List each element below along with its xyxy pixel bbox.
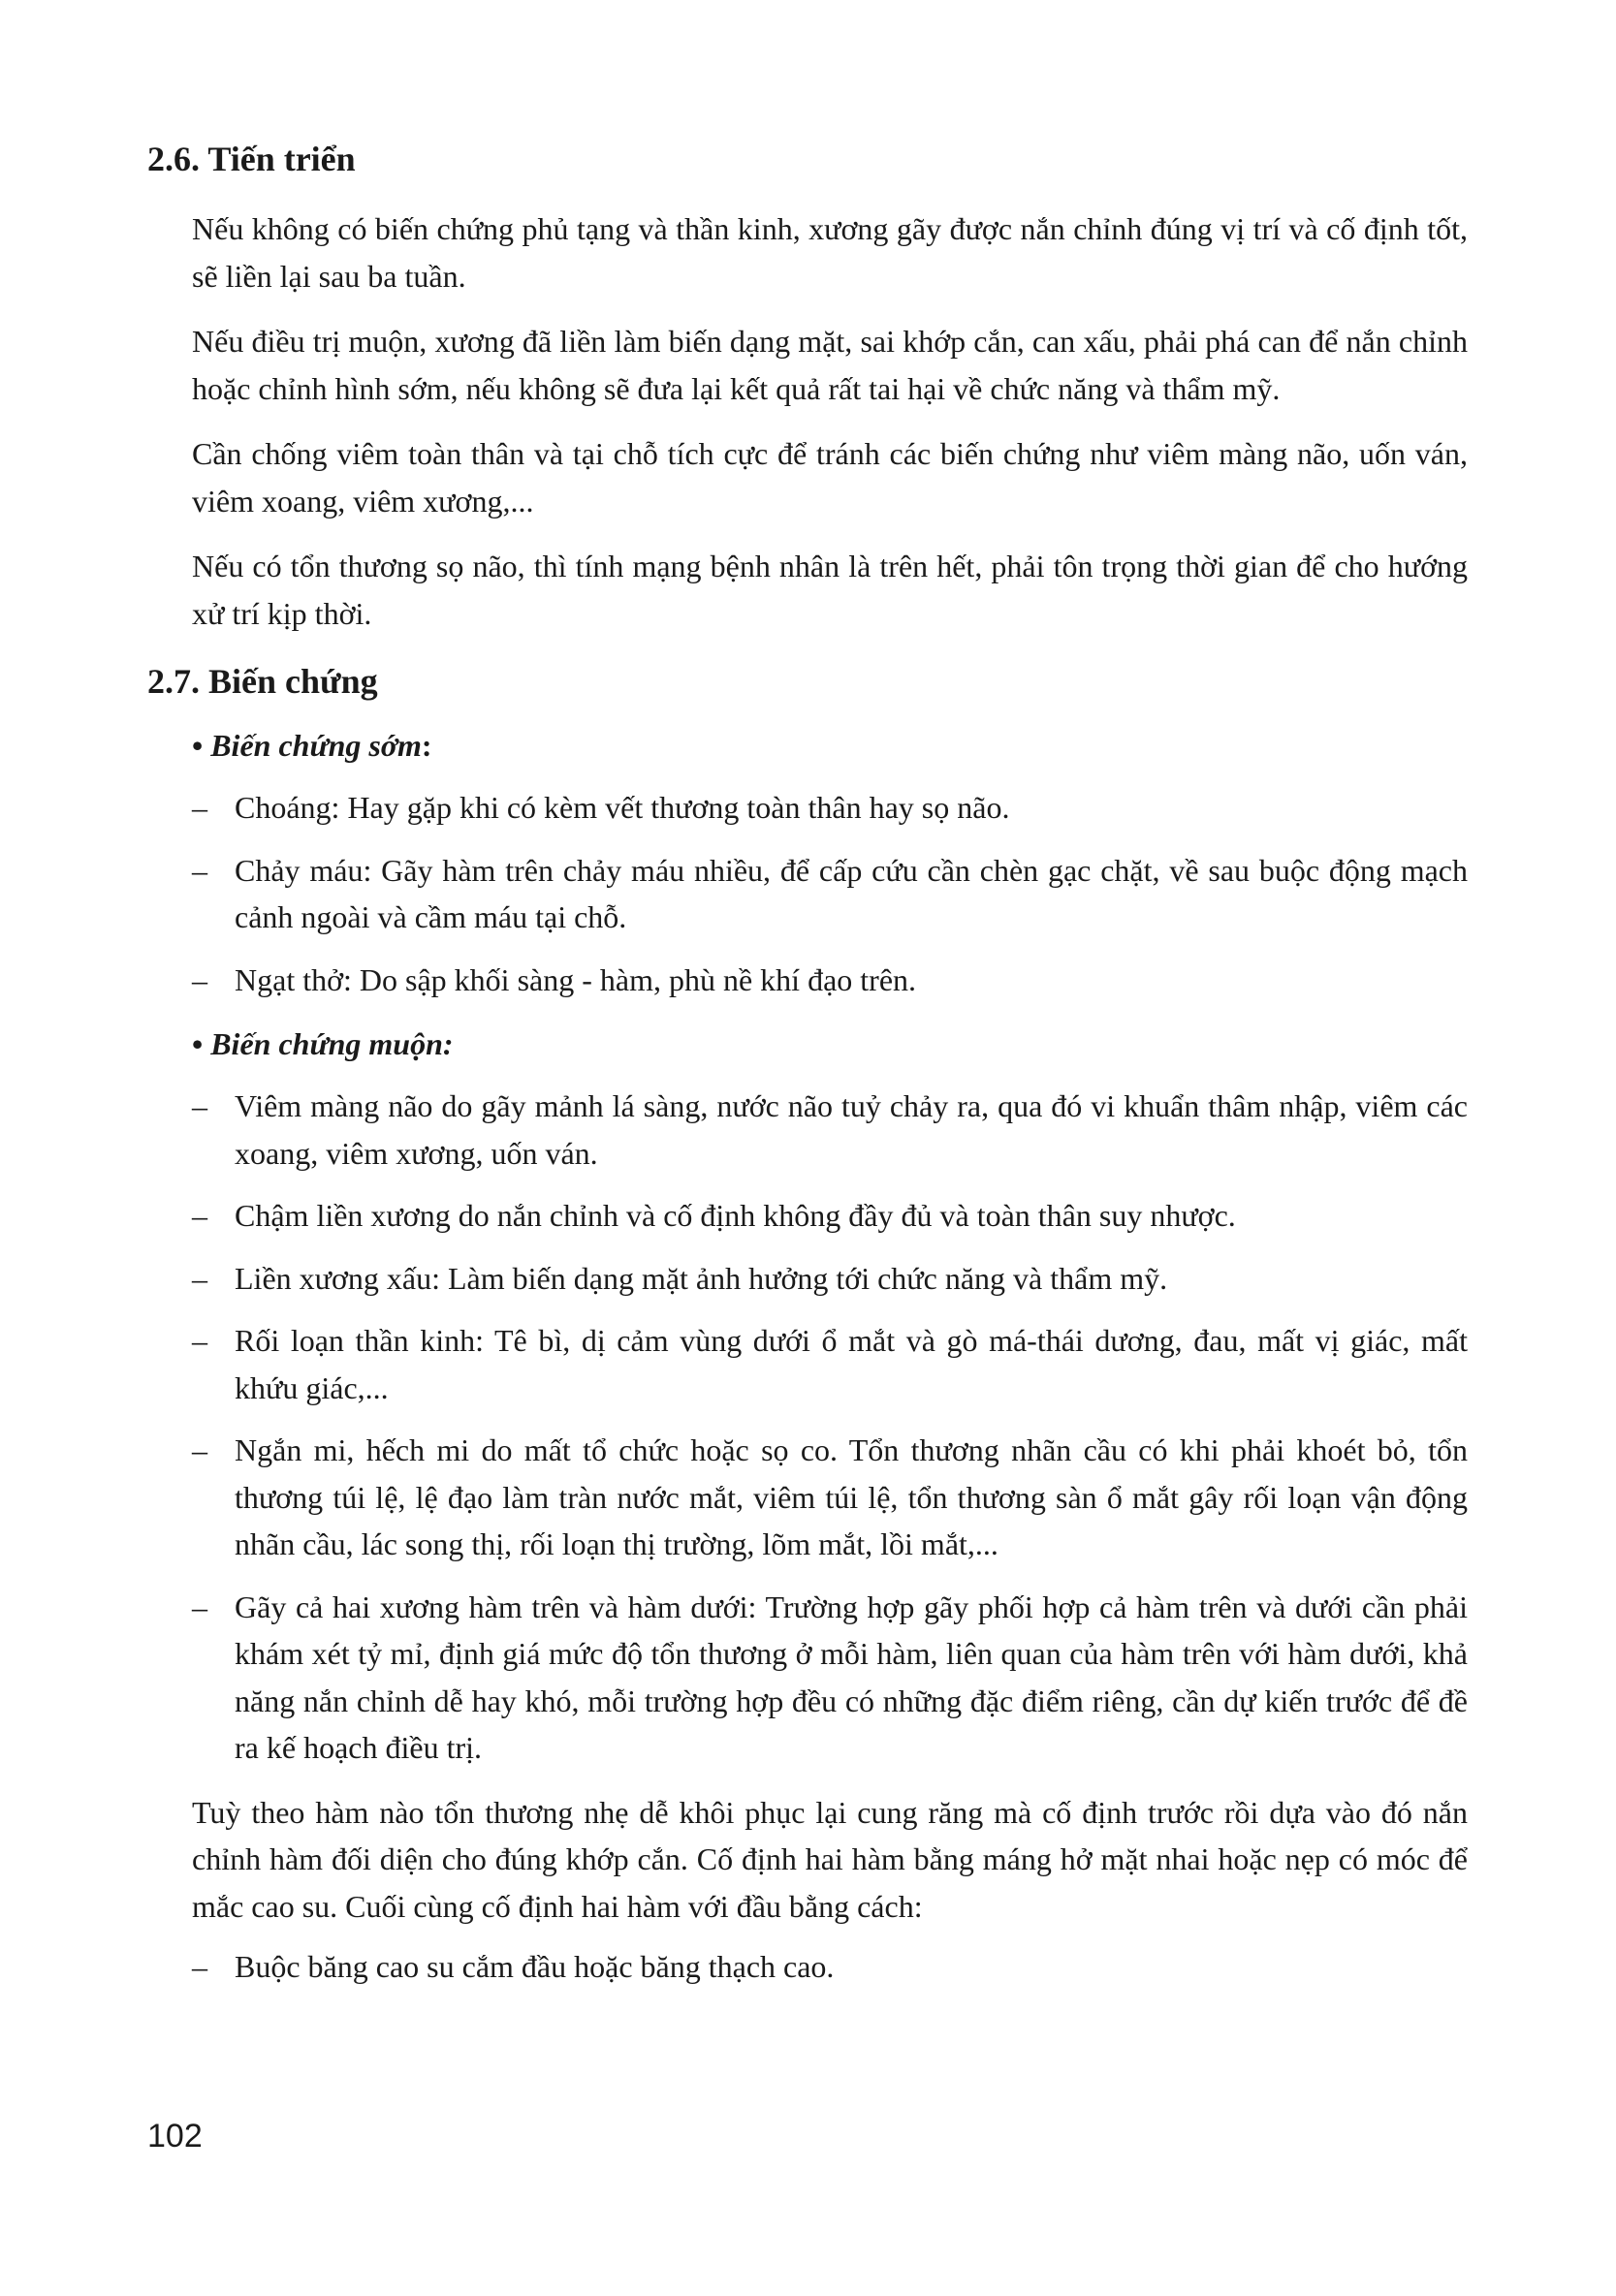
dash-mark: – [192, 1088, 207, 1123]
list-item [147, 1943, 1468, 1991]
list-item-text: Buộc băng cao su cắm đầu hoặc băng thạch cao. [235, 1949, 835, 1984]
section-heading-progress: 2.6. Tiến triển [147, 140, 356, 178]
list-item [147, 1083, 1468, 1177]
bullet-mark: • [192, 728, 204, 763]
closing-list [147, 1943, 1468, 1991]
page-number: 102 [147, 2118, 203, 2154]
paragraph: Tuỳ theo hàm nào tổn thương nhẹ dễ khôi phục lại cung răng mà cố định trước rồi dựa vào đó nắn chỉnh hàm đối diện cho đúng khớp cắn. Cố định hai hàm bằng máng hở mặt nhai hoặc nẹp có móc để mắc cao su. Cuối cùng cố định hai hàm với đầu bằng cách: [192, 1794, 1468, 1924]
dash-mark: – [192, 790, 207, 825]
list-item [147, 957, 1468, 1004]
list-item [147, 784, 1468, 832]
dash-mark: – [192, 1588, 207, 1624]
subheading-colon: : [421, 728, 432, 763]
paragraph: Nếu điều trị muộn, xương đã liền làm biến dạng mặt, sai khớp cắn, can xấu, phải phá can để nắn chỉnh hoặc chỉnh hình sớm, nếu không sẽ đưa lại kết quả rất tai hại về chức năng và thẩm mỹ. [192, 324, 1468, 406]
list-item-text: Liền xương xấu: Làm biến dạng mặt ảnh hưởng tới chức năng và thẩm mỹ. [235, 1260, 1168, 1296]
subheading-early-complications [147, 722, 1468, 769]
section-heading-complications: 2.7. Biến chứng [147, 662, 378, 701]
list-item-text: Choáng: Hay gặp khi có kèm vết thương toàn thân hay sọ não. [235, 790, 1010, 825]
page-content [147, 136, 1468, 1991]
dash-mark: – [192, 1260, 207, 1296]
dash-mark: – [192, 961, 207, 997]
list-item-text: Gãy cả hai xương hàm trên và hàm dưới: Trường hợp gãy phối hợp cả hàm trên và dưới cần phải khám xét tỷ mỉ, định giá mức độ tổn thương ở mỗi hàm, liên quan của hàm trên với hàm dưới, khả năng nắn chỉnh dễ hay khó, mỗi trường hợp đều có những đặc điểm riêng, cần dự kiến trước để đề ra kế hoạch điều trị. [235, 1588, 1468, 1765]
list-item-text: Rối loạn thần kinh: Tê bì, dị cảm vùng dưới ổ mắt và gò má-thái dương, đau, mất vị giác, mất khứu giác,... [235, 1323, 1468, 1405]
late-complications-list [147, 1083, 1468, 1772]
list-item [147, 1427, 1468, 1568]
dash-mark: – [192, 1432, 207, 1467]
list-item-text: Ngắn mi, hếch mi do mất tổ chức hoặc sọ co. Tổn thương nhãn cầu có khi phải khoét bỏ, tổn thương túi lệ, lệ đạo làm tràn nước mắt, viêm túi lệ, tổn thương sàn ổ mắt gây rối loạn vận động nhãn cầu, lác song thị, rối loạn thị trường, lõm mắt, lồi mắt,... [235, 1432, 1468, 1561]
early-complications-list [147, 784, 1468, 1003]
list-item-text: Ngạt thở: Do sập khối sàng - hàm, phù nề khí đạo trên. [235, 961, 917, 997]
dash-mark: – [192, 1323, 207, 1358]
section-progress-body [147, 205, 1468, 637]
closing-block [147, 1789, 1468, 1991]
list-item [147, 1192, 1468, 1240]
subheading-label: Biến chứng sớm [210, 728, 422, 763]
list-item [147, 1317, 1468, 1411]
subheading-label: Biến chứng muộn: [210, 1026, 454, 1061]
dash-mark: – [192, 852, 207, 888]
paragraph: Nếu không có biến chứng phủ tạng và thần kinh, xương gãy được nắn chỉnh đúng vị trí và cố định tốt, sẽ liền lại sau ba tuần. [192, 211, 1468, 294]
list-item [147, 847, 1468, 941]
bullet-mark: • [192, 1026, 204, 1061]
subheading-late-complications [147, 1021, 1468, 1067]
paragraph: Cần chống viêm toàn thân và tại chỗ tích cực để tránh các biến chứng như viêm màng não, uốn ván, viêm xoang, viêm xương,... [192, 436, 1468, 519]
list-item-text: Chảy máu: Gãy hàm trên chảy máu nhiều, để cấp cứu cần chèn gạc chặt, về sau buộc động mạch cảnh ngoài và cầm máu tại chỗ. [235, 852, 1468, 934]
dash-mark: – [192, 1949, 207, 1984]
list-item [147, 1584, 1468, 1772]
list-item [147, 1255, 1468, 1303]
list-item-text: Viêm màng não do gãy mảnh lá sàng, nước não tuỷ chảy ra, qua đó vi khuẩn thâm nhập, viêm các xoang, viêm xương, uốn ván. [235, 1088, 1468, 1171]
paragraph: Nếu có tổn thương sọ não, thì tính mạng bệnh nhân là trên hết, phải tôn trọng thời gian để cho hướng xử trí kịp thời. [192, 549, 1468, 631]
dash-mark: – [192, 1198, 207, 1233]
list-item-text: Chậm liền xương do nắn chỉnh và cố định không đầy đủ và toàn thân suy nhược. [235, 1198, 1236, 1233]
